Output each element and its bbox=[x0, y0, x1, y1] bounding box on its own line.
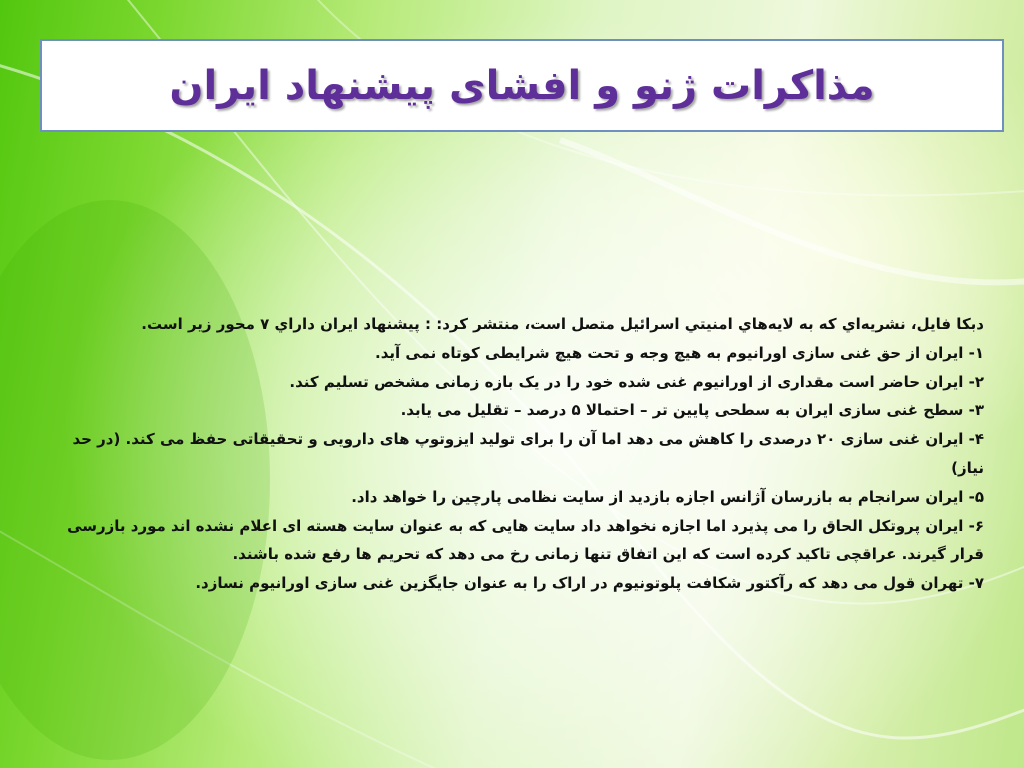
point-3: ۳- سطح غنی سازی ایران به سطحی پایین تر – احتمالا ۵ درصد – تقلیل می یابد. bbox=[400, 401, 984, 420]
point-2: ۲- ایران حاضر است مقداری از اورانیوم غنی شده خود را در یک بازه زمانی مشخص تسلیم کند. bbox=[289, 372, 984, 391]
intro-paragraph: دبكا فايل، نشريه‌اي كه به لايه‌هاي امنيتي اسرائيل متصل است، منتشر كرد: : پيشنهاد ايران داراي ۷ محور زير است. bbox=[141, 315, 984, 333]
point-4: ۴- ایران غنی سازی ۲۰ درصدی را کاهش می دهد اما آن را برای تولید ایزوتوپ های دارویی و تحقیقاتی حفظ می کند. (در حد نیاز) bbox=[72, 430, 984, 477]
slide-body bbox=[40, 310, 984, 598]
point-7: ۷- تهران قول می دهد که رآکتور شکافت پلوتونیوم در اراک را به عنوان جایگزین غنی سازی اورانیوم نسازد. bbox=[195, 574, 984, 593]
title-box bbox=[40, 39, 1004, 132]
point-6: ۶- ایران پروتکل الحاق را می پذیرد اما اجازه نخواهد داد سایت هایی که به عنوان سایت هسته ای اعلام نشده اند مورد بازرسی قرار گیرند. عراقچی تاکید کرده است که این اتفاق تنها زمانی رخ می دهد که تحریم ها رفع شده باشند. bbox=[67, 516, 984, 564]
slide-title: مذاکرات ژنو و افشای پیشنهاد ایران bbox=[169, 62, 875, 109]
point-1: ۱- ایران از حق غنی سازی اورانیوم به هیچ وجه و تحت هیچ شرایطی کوتاه نمی آید. bbox=[375, 343, 984, 362]
point-5: ۵- ایران سرانجام به بازرسان آژانس اجازه بازدید از سایت نظامی پارچین را خواهد داد. bbox=[351, 487, 984, 506]
